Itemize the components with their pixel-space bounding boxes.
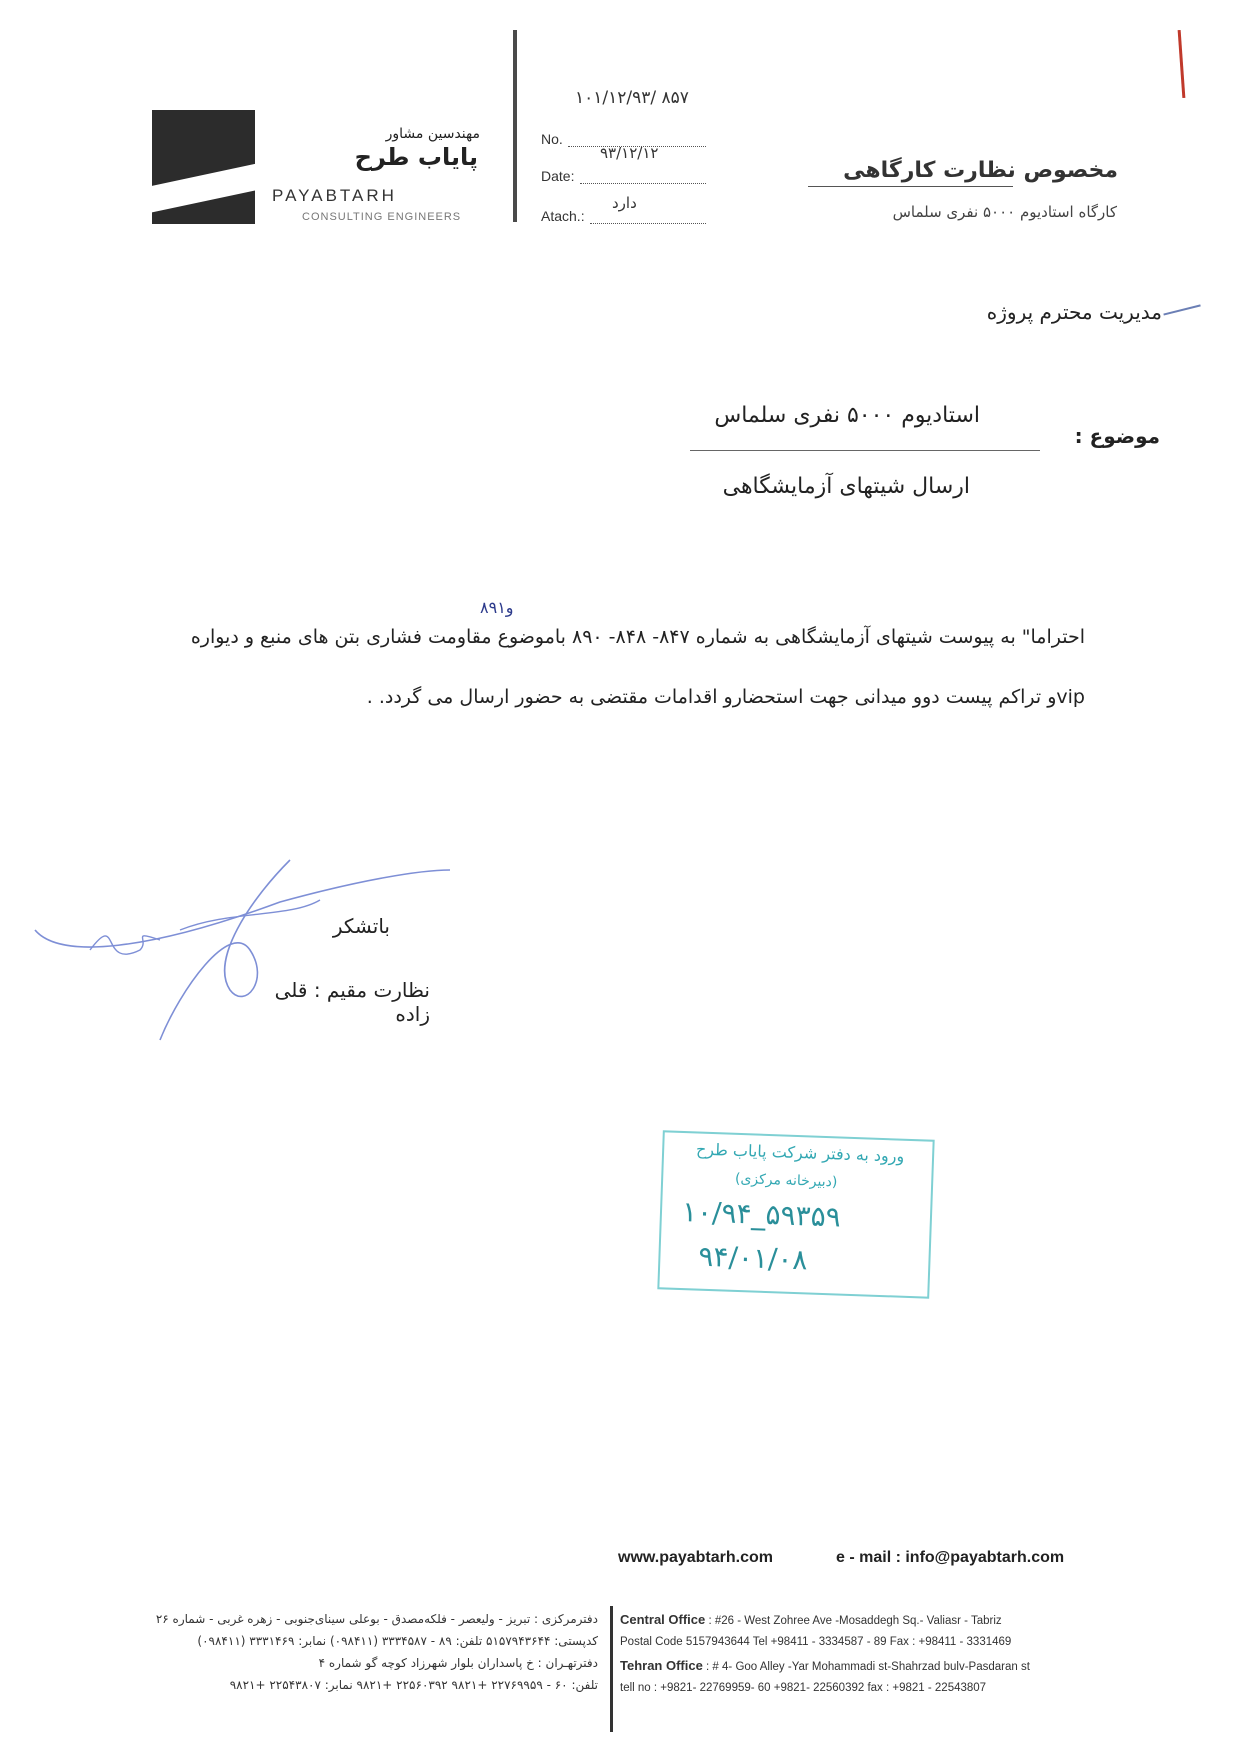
signer-name: نظارت مقیم : قلی زاده — [274, 978, 430, 1026]
handwritten-insert: ۸۹۱و — [480, 598, 514, 617]
email-link[interactable]: e - mail : info@payabtarh.com — [836, 1549, 1065, 1566]
no-value: ۹۳/۱۲/۱۲ — [600, 144, 659, 162]
footer-en-postal: Postal Code 5157943644 Tel +98411 - 3334587 - 89 Fax : +98411 - 3331469 — [620, 1636, 1012, 1648]
tehran-office-address: : # 4- Goo Alley -Yar Mohammadi st-Shahrzad bulv-Pasdaran st — [702, 1661, 1030, 1673]
stamp-number: ۱۰/۹۴_۵۹۳۵۹ — [681, 1195, 842, 1234]
stamp-date: ۹۴/۰۱/۰۸ — [697, 1239, 809, 1277]
tehran-office-label: Tehran Office — [620, 1658, 703, 1673]
header-divider — [513, 30, 517, 222]
subject-line-2: ارسال شیتهای آزمایشگاهی — [722, 474, 970, 499]
margin-mark — [1178, 30, 1186, 98]
central-office-address: : #26 - West Zohree Ave -Mosaddegh Sq.- Valiasr - Tabriz — [705, 1615, 1002, 1627]
stamp-title: ورود به دفتر شرکت پایاب طرح — [695, 1139, 905, 1166]
subject-line-1: استادیوم ۵۰۰۰ نفری سلماس — [714, 403, 980, 428]
footer-fa-central: دفترمرکزی : تبریز - ولیعصر - فلکه‌مصدق - بوعلی سینای‌جنوبی - زهره غربی - شماره ۲۶ — [155, 1612, 598, 1626]
attach-dotted-line — [590, 223, 706, 224]
subject-underline — [690, 450, 1040, 451]
company-logo-mark — [152, 110, 255, 224]
footer-fa-tehran-phone: تلفن: ۶۰ - ۲۲۷۶۹۹۵۹ +۹۸۲۱ ۲۲۵۶۰۳۹۲ +۹۸۲۱ نمابر: ۲۲۵۴۳۸۰۷ +۹۸۲۱ — [229, 1678, 598, 1692]
no-label: No. — [541, 131, 563, 147]
date-dotted-line — [580, 183, 706, 184]
logo-persian-name: پایاب طرح — [354, 143, 478, 171]
stamp-subtitle: (دبیرخانه مرکزی) — [734, 1170, 838, 1191]
subject-label: موضوع : — [1074, 424, 1160, 448]
attach-value: دارد — [612, 194, 637, 212]
letter-category-title: مخصوص نظارت کارگاهی — [843, 158, 1118, 183]
body-line-2: vipو تراکم پیست دوو میدانی جهت استحضارو اقدامات مقتضی به حضور ارسال می گردد. . — [366, 686, 1085, 708]
attach-label: Atach.: — [541, 208, 585, 224]
recipient: مدیریت محترم پروژه — [986, 300, 1162, 324]
footer-fa-tehran: دفترتهـران : خ پاسداران بلوار شهرزاد کوچه گو شماره ۴ — [318, 1656, 598, 1670]
signature-scribble — [30, 840, 460, 1060]
logo-english-name: PAYABTARH — [272, 186, 397, 205]
logo-english-subtitle: CONSULTING ENGINEERS — [302, 211, 462, 223]
website-link[interactable]: www.payabtarh.com — [618, 1549, 773, 1566]
receipt-stamp — [657, 1130, 934, 1298]
footer-en-tehran-phone: tell no : +9821- 22769959- 60 +9821- 22560392 fax : +9821 - 22543807 — [620, 1682, 987, 1694]
recipient-mark — [1163, 304, 1200, 315]
footer-divider — [610, 1606, 613, 1732]
reference-number: ۱۰۱/۱۲/۹۳/ ۸۵۷ — [575, 88, 689, 108]
closing-thanks: باتشکر — [332, 914, 390, 938]
footer-en-central — [620, 1612, 1002, 1627]
logo-persian-subtitle: مهندسین مشاور — [385, 126, 480, 142]
title-underline — [808, 186, 1013, 187]
body-line-1: احتراما" به پیوست شیتهای آزمایشگاهی به شماره ۸۴۷- ۸۴۸- ۸۹۰ باموضوع مقاومت فشاری بتن های منبع و دیواره — [190, 626, 1085, 648]
date-label: Date: — [541, 168, 575, 184]
footer-en-tehran — [620, 1658, 1030, 1673]
footer-fa-postal: کدپستی: ۵۱۵۷۹۴۳۶۴۴ تلفن: ۸۹ - ۳۳۳۴۵۸۷ (۰۹۸۴۱۱) نمابر: ۳۳۳۱۴۶۹ (۰۹۸۴۱۱) — [197, 1634, 598, 1648]
site-name: کارگاه استادیوم ۵۰۰۰ نفری سلماس — [892, 203, 1117, 221]
central-office-label: Central Office — [620, 1612, 706, 1627]
